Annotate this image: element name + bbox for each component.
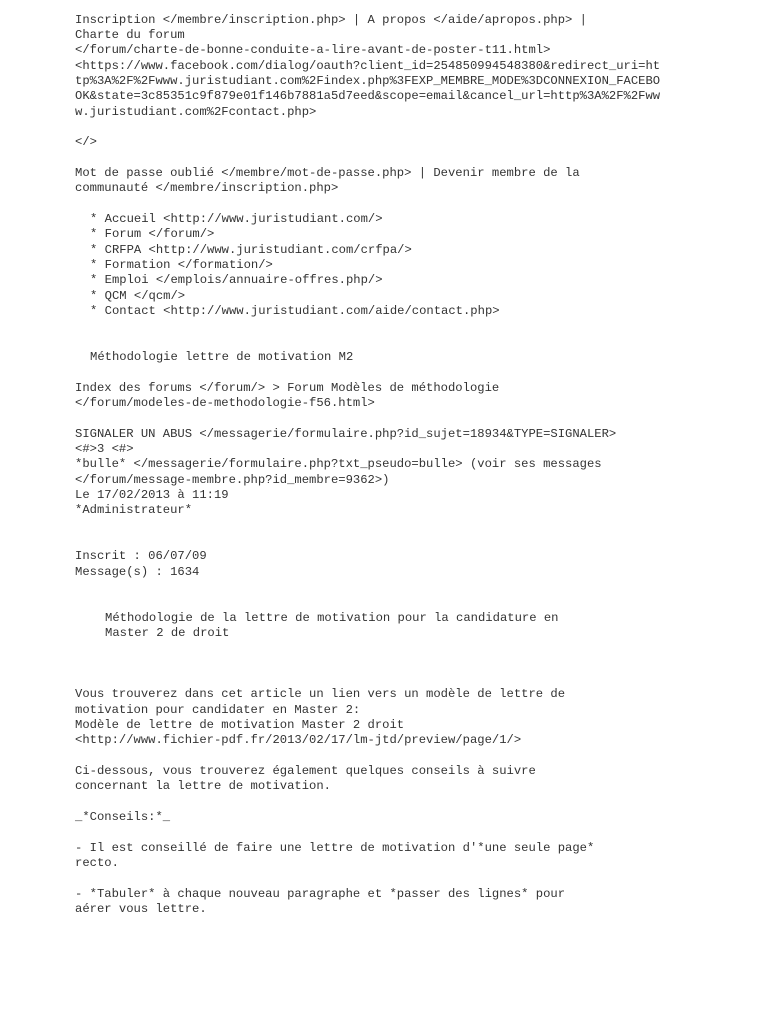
body-paragraph: motivation pour candidater en Master 2: bbox=[75, 703, 361, 717]
advice-item: - *Tabuler* à chaque nouveau paragraphe et *passer des lignes* pour bbox=[75, 887, 566, 901]
nav-links-line[interactable]: Inscription </membre/inscription.php> | A propos </aide/apropos.php> | bbox=[75, 13, 587, 27]
post-heading: Méthodologie de la lettre de motivation pour la candidature en bbox=[105, 611, 559, 625]
template-link-url[interactable]: <http://www.fichier-pdf.fr/2013/02/17/lm-jtd/preview/page/1/> bbox=[75, 733, 522, 747]
facebook-login-url-cont[interactable]: w.juristudiant.com%2Fcontact.php> bbox=[75, 105, 317, 119]
report-abuse-link[interactable]: SIGNALER UN ABUS </messagerie/formulaire.php?id_sujet=18934&TYPE=SIGNALER> bbox=[75, 427, 617, 441]
menu-item-formation[interactable]: * Formation </formation/> bbox=[90, 258, 273, 272]
menu-item-forum[interactable]: * Forum </forum/> bbox=[90, 227, 215, 241]
advice-item: - Il est conseillé de faire une lettre de motivation d'*une seule page* bbox=[75, 841, 595, 855]
empty-link-tag: </> bbox=[75, 135, 97, 149]
facebook-login-url-cont[interactable]: OK&state=3c85351c9f879e01f146b7881a5d7eed&scope=email&cancel_url=http%3A%2F%2Fww bbox=[75, 89, 661, 103]
author-message-count: Message(s) : 1634 bbox=[75, 565, 200, 579]
facebook-login-url[interactable]: <https://www.facebook.com/dialog/oauth?client_id=254850994548380&redirect_uri=ht bbox=[75, 59, 661, 73]
post-number[interactable]: <#>3 <#> bbox=[75, 442, 134, 456]
post-date: Le 17/02/2013 à 11:19 bbox=[75, 488, 229, 502]
password-links-line[interactable]: Mot de passe oublié </membre/mot-de-passe.php> | Devenir membre de la bbox=[75, 166, 580, 180]
charter-link-label[interactable]: Charte du forum bbox=[75, 28, 185, 42]
author-registered: Inscrit : 06/07/09 bbox=[75, 549, 207, 563]
conseils-heading: _*Conseils:*_ bbox=[75, 810, 171, 824]
breadcrumb[interactable]: Index des forums </forum/> > Forum Modèles de méthodologie bbox=[75, 381, 500, 395]
password-links-line[interactable]: communauté </membre/inscription.php> bbox=[75, 181, 339, 195]
menu-item-accueil[interactable]: * Accueil <http://www.juristudiant.com/> bbox=[90, 212, 383, 226]
menu-item-qcm[interactable]: * QCM </qcm/> bbox=[90, 289, 186, 303]
advice-item: recto. bbox=[75, 856, 119, 870]
author-role: *Administrateur* bbox=[75, 503, 193, 517]
template-link-label[interactable]: Modèle de lettre de motivation Master 2 droit bbox=[75, 718, 405, 732]
author-messages-link[interactable]: </forum/message-membre.php?id_membre=9362>) bbox=[75, 473, 390, 487]
advice-item: aérer vous lettre. bbox=[75, 902, 207, 916]
body-paragraph: Vous trouverez dans cet article un lien vers un modèle de lettre de bbox=[75, 687, 566, 701]
charter-link-url[interactable]: </forum/charte-de-bonne-conduite-a-lire-avant-de-poster-t11.html> bbox=[75, 43, 551, 57]
facebook-login-url-cont[interactable]: tp%3A%2F%2Fwww.juristudiant.com%2Findex.php%3FEXP_MEMBRE_MODE%3DCONNEXION_FACEBO bbox=[75, 74, 661, 88]
breadcrumb[interactable]: </forum/modeles-de-methodologie-f56.html> bbox=[75, 396, 375, 410]
body-paragraph: concernant la lettre de motivation. bbox=[75, 779, 331, 793]
menu-item-emploi[interactable]: * Emploi </emplois/annuaire-offres.php/> bbox=[90, 273, 383, 287]
topic-title: Méthodologie lettre de motivation M2 bbox=[90, 350, 354, 364]
menu-item-crfpa[interactable]: * CRFPA <http://www.juristudiant.com/crfpa/> bbox=[90, 243, 412, 257]
body-paragraph: Ci-dessous, vous trouverez également quelques conseils à suivre bbox=[75, 764, 536, 778]
post-heading: Master 2 de droit bbox=[105, 626, 230, 640]
menu-item-contact[interactable]: * Contact <http://www.juristudiant.com/aide/contact.php> bbox=[90, 304, 500, 318]
author-line[interactable]: *bulle* </messagerie/formulaire.php?txt_pseudo=bulle> (voir ses messages bbox=[75, 457, 602, 471]
